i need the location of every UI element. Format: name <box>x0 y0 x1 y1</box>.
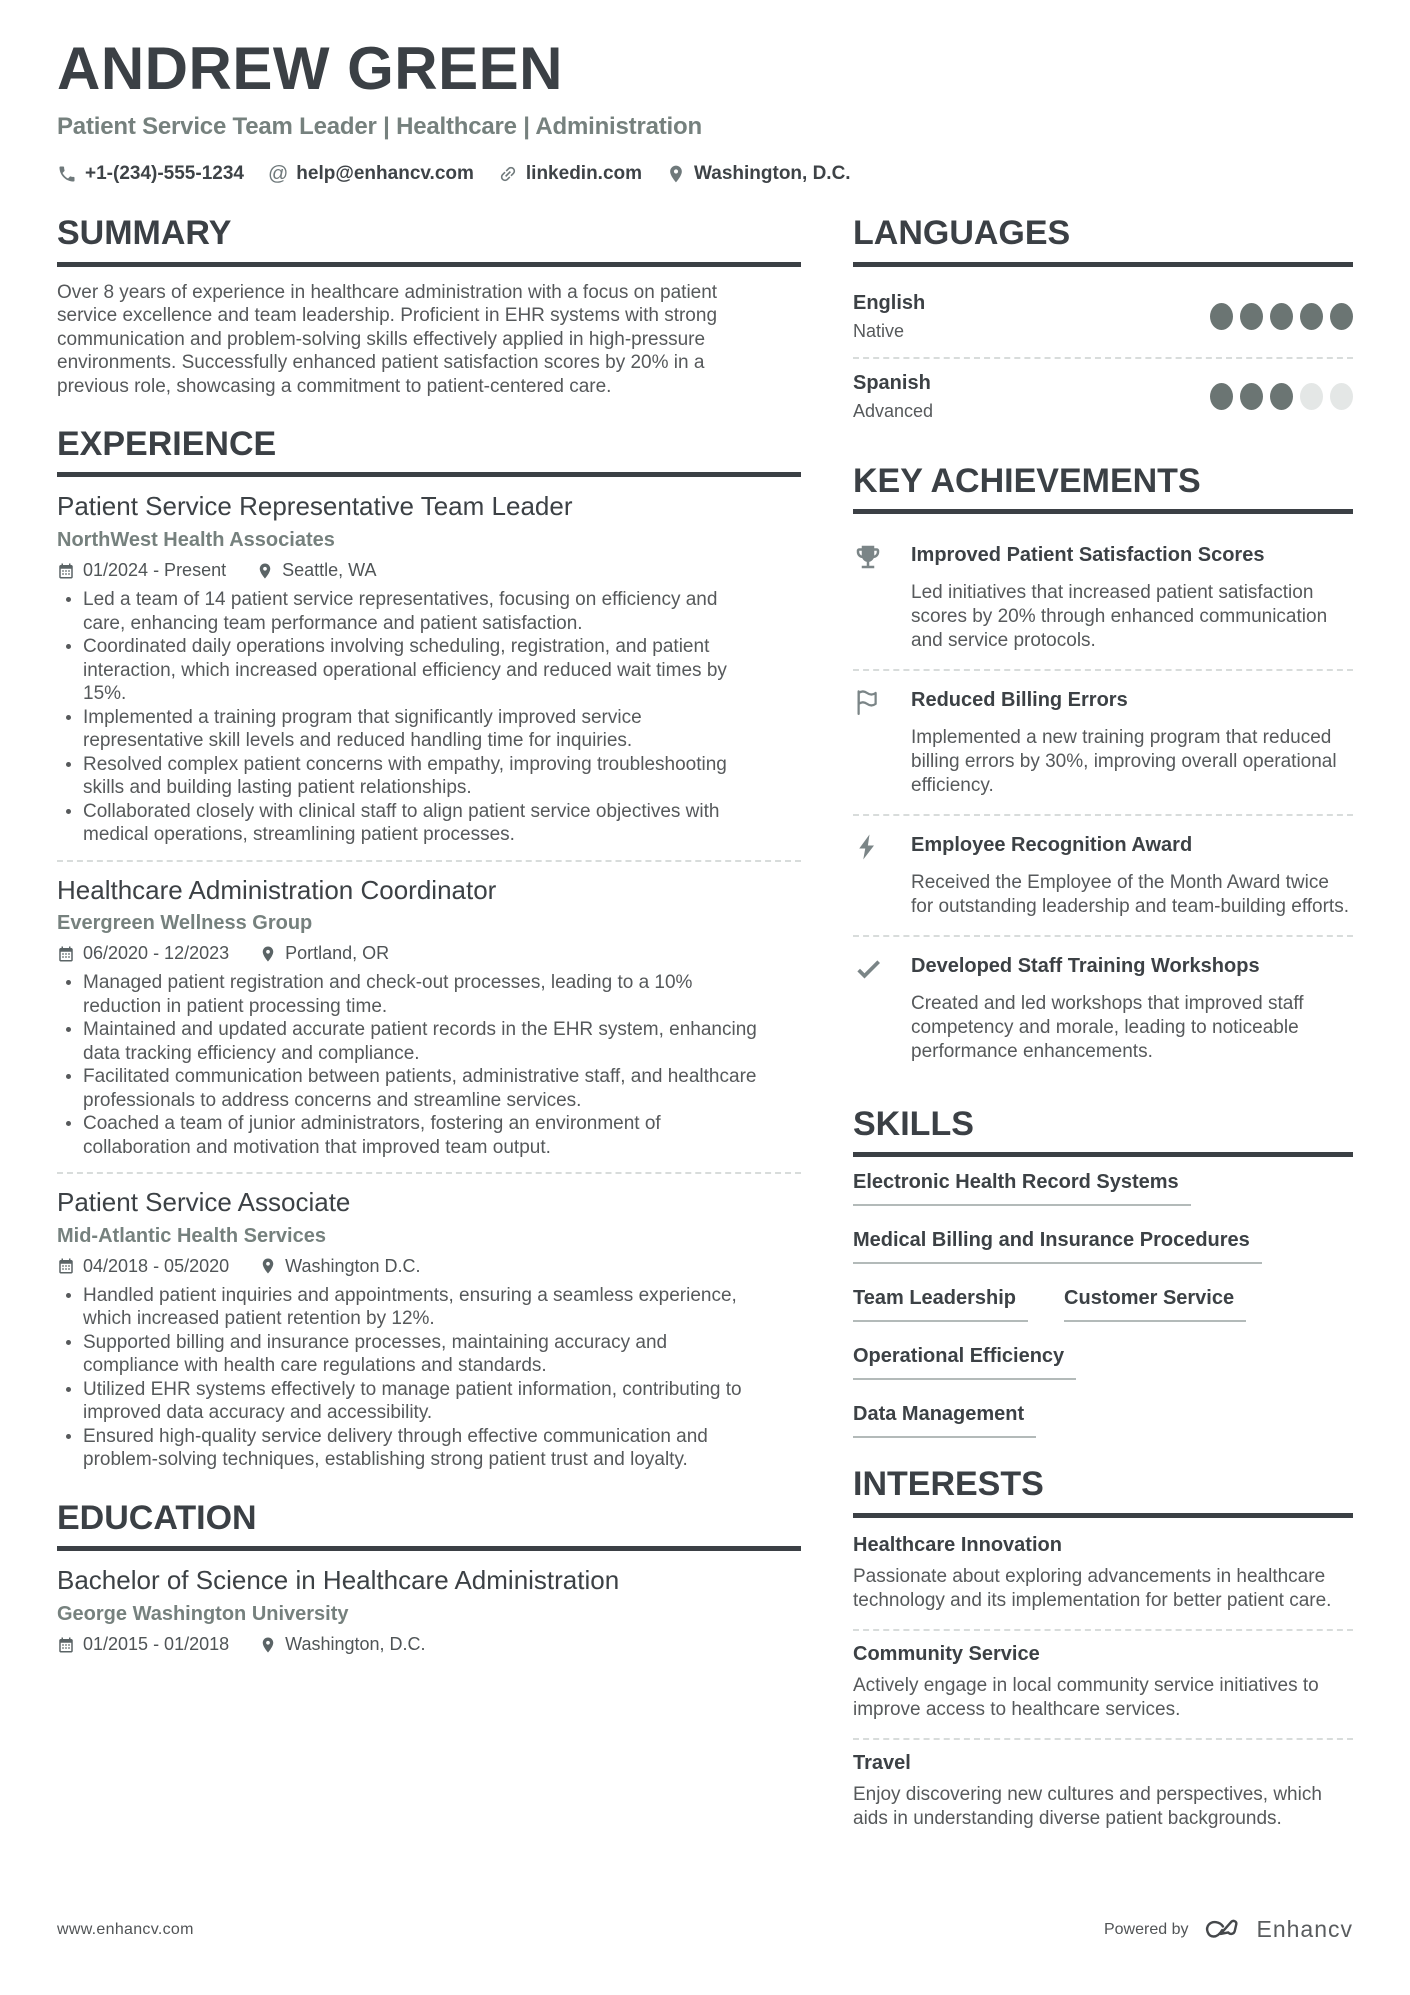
rating-dot <box>1330 303 1353 330</box>
job-bullet: Utilized EHR systems effectively to manage patient information, contributing to improved data accuracy and accessibility. <box>57 1378 801 1425</box>
rating-dot <box>1240 303 1263 330</box>
education-dates-text: 01/2015 - 01/2018 <box>83 1634 230 1655</box>
achievements-heading: KEY ACHIEVEMENTS <box>853 463 1353 514</box>
divider <box>853 669 1353 671</box>
language-info <box>853 372 933 422</box>
skill-row <box>853 1171 1353 1206</box>
job-dates-text: 04/2018 - 05/2020 <box>83 1255 230 1276</box>
summary-text: Over 8 years of experience in healthcare administration with a focus on patient service excellence and team leadership. Proficient in EHR systems with strong communication and problem-solving skills effectively applied in high-pressure environments. Successfully enhanced patient satisfaction scores by 20% in a previous role, showcasing a commitment to patient-centered care. <box>57 281 718 397</box>
experience-section <box>57 426 801 1472</box>
education-meta <box>57 1634 801 1655</box>
job-bullet: Ensured high-quality service delivery through effective communication and problem-solving techniques, establishing strong patient trust and loyalty. <box>57 1425 801 1472</box>
person-name: ANDREW GREEN <box>57 35 564 102</box>
contact-link-text: linkedin.com <box>525 163 643 185</box>
skill-item: Medical Billing and Insurance Procedures <box>853 1229 1262 1264</box>
job-bullets <box>57 1284 801 1472</box>
interest-title: Travel <box>853 1751 911 1774</box>
job-entry <box>57 1187 801 1472</box>
location-pin-icon <box>259 945 277 963</box>
phone-icon <box>57 164 77 184</box>
job-company: NorthWest Health Associates <box>57 529 335 552</box>
job-bullet: Handled patient inquiries and appointments, ensuring a seamless experience, which increased patient retention by 12%. <box>57 1284 801 1331</box>
language-item <box>853 281 1353 355</box>
job-location-text: Seattle, WA <box>282 560 377 581</box>
enhancv-brand-text: Enhancv <box>1256 1916 1353 1942</box>
language-rating <box>1210 383 1353 410</box>
trophy-icon <box>853 542 883 572</box>
contact-email-text: help@enhancv.com <box>296 163 474 185</box>
education-location <box>259 1634 425 1655</box>
achievement-text: Led initiatives that increased patient satisfaction scores by 20% through enhanced communication and service protocols. <box>911 581 1328 651</box>
rating-dot <box>1300 383 1323 410</box>
location-pin-icon <box>259 1257 277 1275</box>
interest-item <box>853 1742 1353 1845</box>
job-bullet: Facilitated communication between patients, administrative staff, and healthcare professionals to address concerns and streamline services. <box>57 1065 801 1112</box>
job-bullet: Managed patient registration and check-out processes, leading to a 10% reduction in patient processing time. <box>57 971 801 1018</box>
calendar-icon <box>57 1636 75 1654</box>
achievement-item <box>853 673 1353 812</box>
skill-item: Electronic Health Record Systems <box>853 1171 1191 1206</box>
divider <box>853 935 1353 937</box>
job-bullet: Supported billing and insurance processes, maintaining accuracy and compliance with health care regulations and standards. <box>57 1331 801 1378</box>
right-column <box>853 215 1353 1845</box>
skills-heading: SKILLS <box>853 1106 1353 1157</box>
skill-item: Data Management <box>853 1403 1036 1438</box>
language-level: Native <box>853 320 905 341</box>
interest-text: Passionate about exploring advancements in healthcare technology and its implementation for better patient care. <box>853 1565 1332 1611</box>
calendar-icon <box>57 562 75 580</box>
education-dates <box>57 1634 229 1655</box>
person-job-title: Patient Service Team Leader | Healthcare | Administration <box>57 113 702 141</box>
achievement-text: Received the Employee of the Month Award twice for outstanding leadership and team-building efforts. <box>911 871 1349 917</box>
skill-item: Operational Efficiency <box>853 1345 1076 1380</box>
job-meta <box>57 943 801 964</box>
header <box>57 35 1353 186</box>
job-location-text: Portland, OR <box>285 943 390 964</box>
rating-dot <box>1270 303 1293 330</box>
skill-item: Team Leadership <box>853 1287 1028 1322</box>
rating-dot <box>1270 383 1293 410</box>
job-meta <box>57 560 801 581</box>
achievement-item <box>853 939 1353 1078</box>
job-entry <box>57 875 801 1160</box>
flag-icon <box>853 687 883 717</box>
two-column-layout <box>57 215 1353 1845</box>
job-dates <box>57 943 229 964</box>
education-heading: EDUCATION <box>57 1500 801 1551</box>
interest-text: Actively engage in local community service initiatives to improve access to healthcare services. <box>853 1674 1319 1720</box>
rating-dot <box>1210 383 1233 410</box>
interests-section <box>853 1466 1353 1844</box>
location-pin-icon <box>259 1636 277 1654</box>
job-company: Evergreen Wellness Group <box>57 912 313 935</box>
divider <box>853 1629 1353 1631</box>
divider <box>853 1738 1353 1740</box>
job-title: Healthcare Administration Coordinator <box>57 874 497 905</box>
email-at-icon: @ <box>267 163 289 186</box>
calendar-icon <box>57 945 75 963</box>
achievement-item <box>853 528 1353 667</box>
job-meta <box>57 1256 801 1277</box>
divider <box>853 814 1353 816</box>
job-bullet: Coached a team of junior administrators, fostering an environment of collaboration and motivation that improved team output. <box>57 1112 801 1159</box>
calendar-icon <box>57 1257 75 1275</box>
interest-title: Healthcare Innovation <box>853 1533 1062 1556</box>
powered-by-label: Powered by <box>1103 1920 1189 1938</box>
education-section <box>57 1500 801 1655</box>
contact-email[interactable] <box>268 163 474 185</box>
rating-dot <box>1240 383 1263 410</box>
summary-heading: SUMMARY <box>57 215 801 266</box>
interest-title: Community Service <box>853 1642 1040 1665</box>
job-bullet: Coordinated daily operations involving scheduling, registration, and patient interaction, which increased operational efficiency and reduced wait times by 15%. <box>57 635 801 706</box>
job-entry <box>57 491 801 846</box>
job-dates-text: 01/2024 - Present <box>83 560 227 581</box>
skill-row <box>853 1229 1353 1264</box>
divider <box>57 860 801 862</box>
footer <box>57 1916 1353 1943</box>
job-bullets <box>57 971 801 1159</box>
achievement-text: Created and led workshops that improved staff competency and morale, leading to noticeable performance enhancements. <box>911 992 1304 1062</box>
job-bullet: Collaborated closely with clinical staff to align patient service objectives with medical operations, streamlining patient processes. <box>57 800 801 847</box>
left-column <box>57 215 801 1845</box>
achievement-text: Implemented a new training program that reduced billing errors by 30%, improving overall operational efficiency. <box>911 726 1337 796</box>
language-name: Spanish <box>853 371 931 394</box>
skill-item: Customer Service <box>1064 1287 1246 1322</box>
interest-text: Enjoy discovering new cultures and perspectives, which aids in understanding diverse patient backgrounds. <box>853 1783 1322 1829</box>
rating-dot <box>1210 303 1233 330</box>
achievement-title: Improved Patient Satisfaction Scores <box>911 544 1265 567</box>
achievement-item <box>853 818 1353 933</box>
experience-heading: EXPERIENCE <box>57 426 801 477</box>
job-location <box>259 943 389 964</box>
language-rating <box>1210 303 1353 330</box>
summary-section <box>57 215 801 398</box>
job-title: Patient Service Associate <box>57 1187 351 1218</box>
footer-website-link[interactable]: www.enhancv.com <box>57 1920 194 1938</box>
location-pin-icon <box>256 562 274 580</box>
job-location <box>256 560 376 581</box>
language-info <box>853 292 925 342</box>
powered-by-group[interactable] <box>1104 1916 1353 1943</box>
achievement-title: Employee Recognition Award <box>911 834 1193 857</box>
job-bullet: Maintained and updated accurate patient records in the EHR system, enhancing data tracking efficiency and compliance. <box>57 1018 801 1065</box>
language-item <box>853 361 1353 435</box>
achievement-title: Reduced Billing Errors <box>911 689 1128 712</box>
job-dates-text: 06/2020 - 12/2023 <box>83 943 230 964</box>
skill-row <box>853 1287 1353 1322</box>
job-dates <box>57 560 226 581</box>
job-bullet: Resolved complex patient concerns with empathy, improving troubleshooting skills and building lasting patient relationships. <box>57 753 801 800</box>
education-location-text: Washington, D.C. <box>285 1634 426 1655</box>
language-level: Advanced <box>853 400 934 421</box>
achievement-title: Developed Staff Training Workshops <box>911 955 1260 978</box>
check-icon <box>853 953 883 983</box>
degree-title: Bachelor of Science in Healthcare Administration <box>57 1565 620 1596</box>
interest-item <box>853 1633 1353 1736</box>
achievements-section <box>853 463 1353 1078</box>
rating-dot <box>1330 383 1353 410</box>
contact-location-text: Washington, D.C. <box>694 163 851 185</box>
skill-row <box>853 1345 1353 1380</box>
job-company: Mid-Atlantic Health Services <box>57 1224 326 1247</box>
languages-heading: LANGUAGES <box>853 215 1353 266</box>
link-icon <box>498 164 518 184</box>
school-name: George Washington University <box>57 1603 349 1626</box>
job-dates <box>57 1256 229 1277</box>
contact-link[interactable] <box>498 163 642 185</box>
contact-location <box>666 163 851 185</box>
job-location <box>259 1256 420 1277</box>
contact-phone[interactable] <box>57 163 244 185</box>
language-name: English <box>853 291 926 314</box>
bolt-icon <box>853 832 883 862</box>
location-pin-icon <box>666 164 686 184</box>
job-location-text: Washington D.C. <box>285 1255 421 1276</box>
skill-row <box>853 1403 1353 1438</box>
interests-heading: INTERESTS <box>853 1466 1353 1517</box>
languages-section <box>853 215 1353 434</box>
divider <box>57 1172 801 1174</box>
divider <box>853 357 1353 359</box>
interest-item <box>853 1532 1353 1627</box>
job-bullet: Led a team of 14 patient service representatives, focusing on efficiency and care, enhancing team performance and patient satisfaction. <box>57 588 801 635</box>
contact-phone-text: +1-(234)-555-1234 <box>85 163 244 185</box>
skills-section <box>853 1106 1353 1438</box>
contact-row <box>57 163 1353 185</box>
job-bullets <box>57 588 801 847</box>
rating-dot <box>1300 303 1323 330</box>
job-bullet: Implemented a training program that significantly improved service representative skill levels and reduced handling time for inquiries. <box>57 706 801 753</box>
enhancv-logo-icon <box>1202 1916 1242 1943</box>
job-title: Patient Service Representative Team Leader <box>57 491 573 522</box>
